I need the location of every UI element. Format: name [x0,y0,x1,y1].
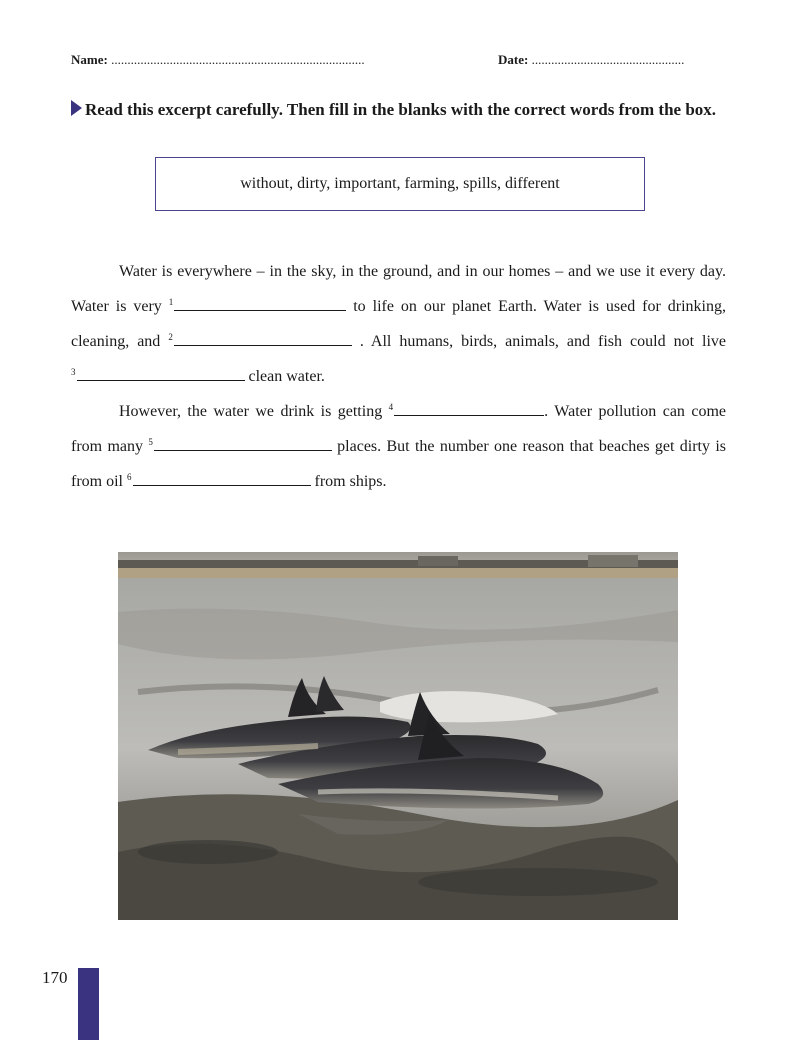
passage-text: Water is everywhere – in the sky, in the ground, and in our homes – and we use it every day. Water is very [71,263,726,315]
paragraph-2 [71,392,726,497]
blank-number: 1 [168,297,174,307]
page-number: 170 [42,968,68,987]
name-label: Name: [71,52,108,67]
blank-line[interactable] [174,331,352,346]
name-dots: .............................................................................. [111,52,365,67]
blank-number: 3 [71,367,76,377]
blank-6[interactable] [127,473,311,490]
blank-5[interactable] [148,438,332,455]
page-accent-bar [78,968,99,1040]
paragraph-1 [71,256,726,392]
word-box-text: without, dirty, important, farming, spills, different [240,175,560,192]
blank-line[interactable] [77,366,245,381]
photo-illustration [118,552,678,920]
student-info-row [71,52,726,72]
blank-line[interactable] [394,401,544,416]
passage-text: . All humans, birds, animals, and fish could not live [351,333,727,350]
blank-number: 2 [168,332,173,342]
blank-line[interactable] [174,296,346,311]
passage [71,256,726,497]
instruction [71,96,726,123]
passage-text: from ships. [310,473,387,490]
blank-number: 6 [127,472,132,482]
blank-number: 5 [148,437,153,447]
passage-text: places. But the number one reason that beaches get dirty is from oil [71,438,726,490]
instruction-text: Read this excerpt carefully. Then fill in the blanks with the correct words from the box. [85,100,717,119]
blank-4[interactable] [389,403,545,420]
blank-3[interactable] [71,368,245,385]
date-field[interactable] [498,52,684,68]
blank-line[interactable] [133,471,311,486]
passage-text: However, the water we drink is getting [119,403,389,420]
passage-text: clean water. [244,368,325,385]
date-dots: ............................................... [531,52,685,67]
word-box [155,157,645,211]
arrow-right-icon [71,100,82,116]
stranded-dolphins-photo [118,552,678,920]
date-label: Date: [498,52,529,67]
blank-1[interactable] [169,298,347,315]
passage-text: to life on our planet Earth. Water is used for drinking, cleaning, and [71,298,726,350]
passage-text: . Water pollution can come from many [71,403,727,455]
name-field[interactable] [71,52,365,68]
blank-line[interactable] [154,436,332,451]
blank-2[interactable] [168,333,352,350]
blank-number: 4 [388,402,394,412]
